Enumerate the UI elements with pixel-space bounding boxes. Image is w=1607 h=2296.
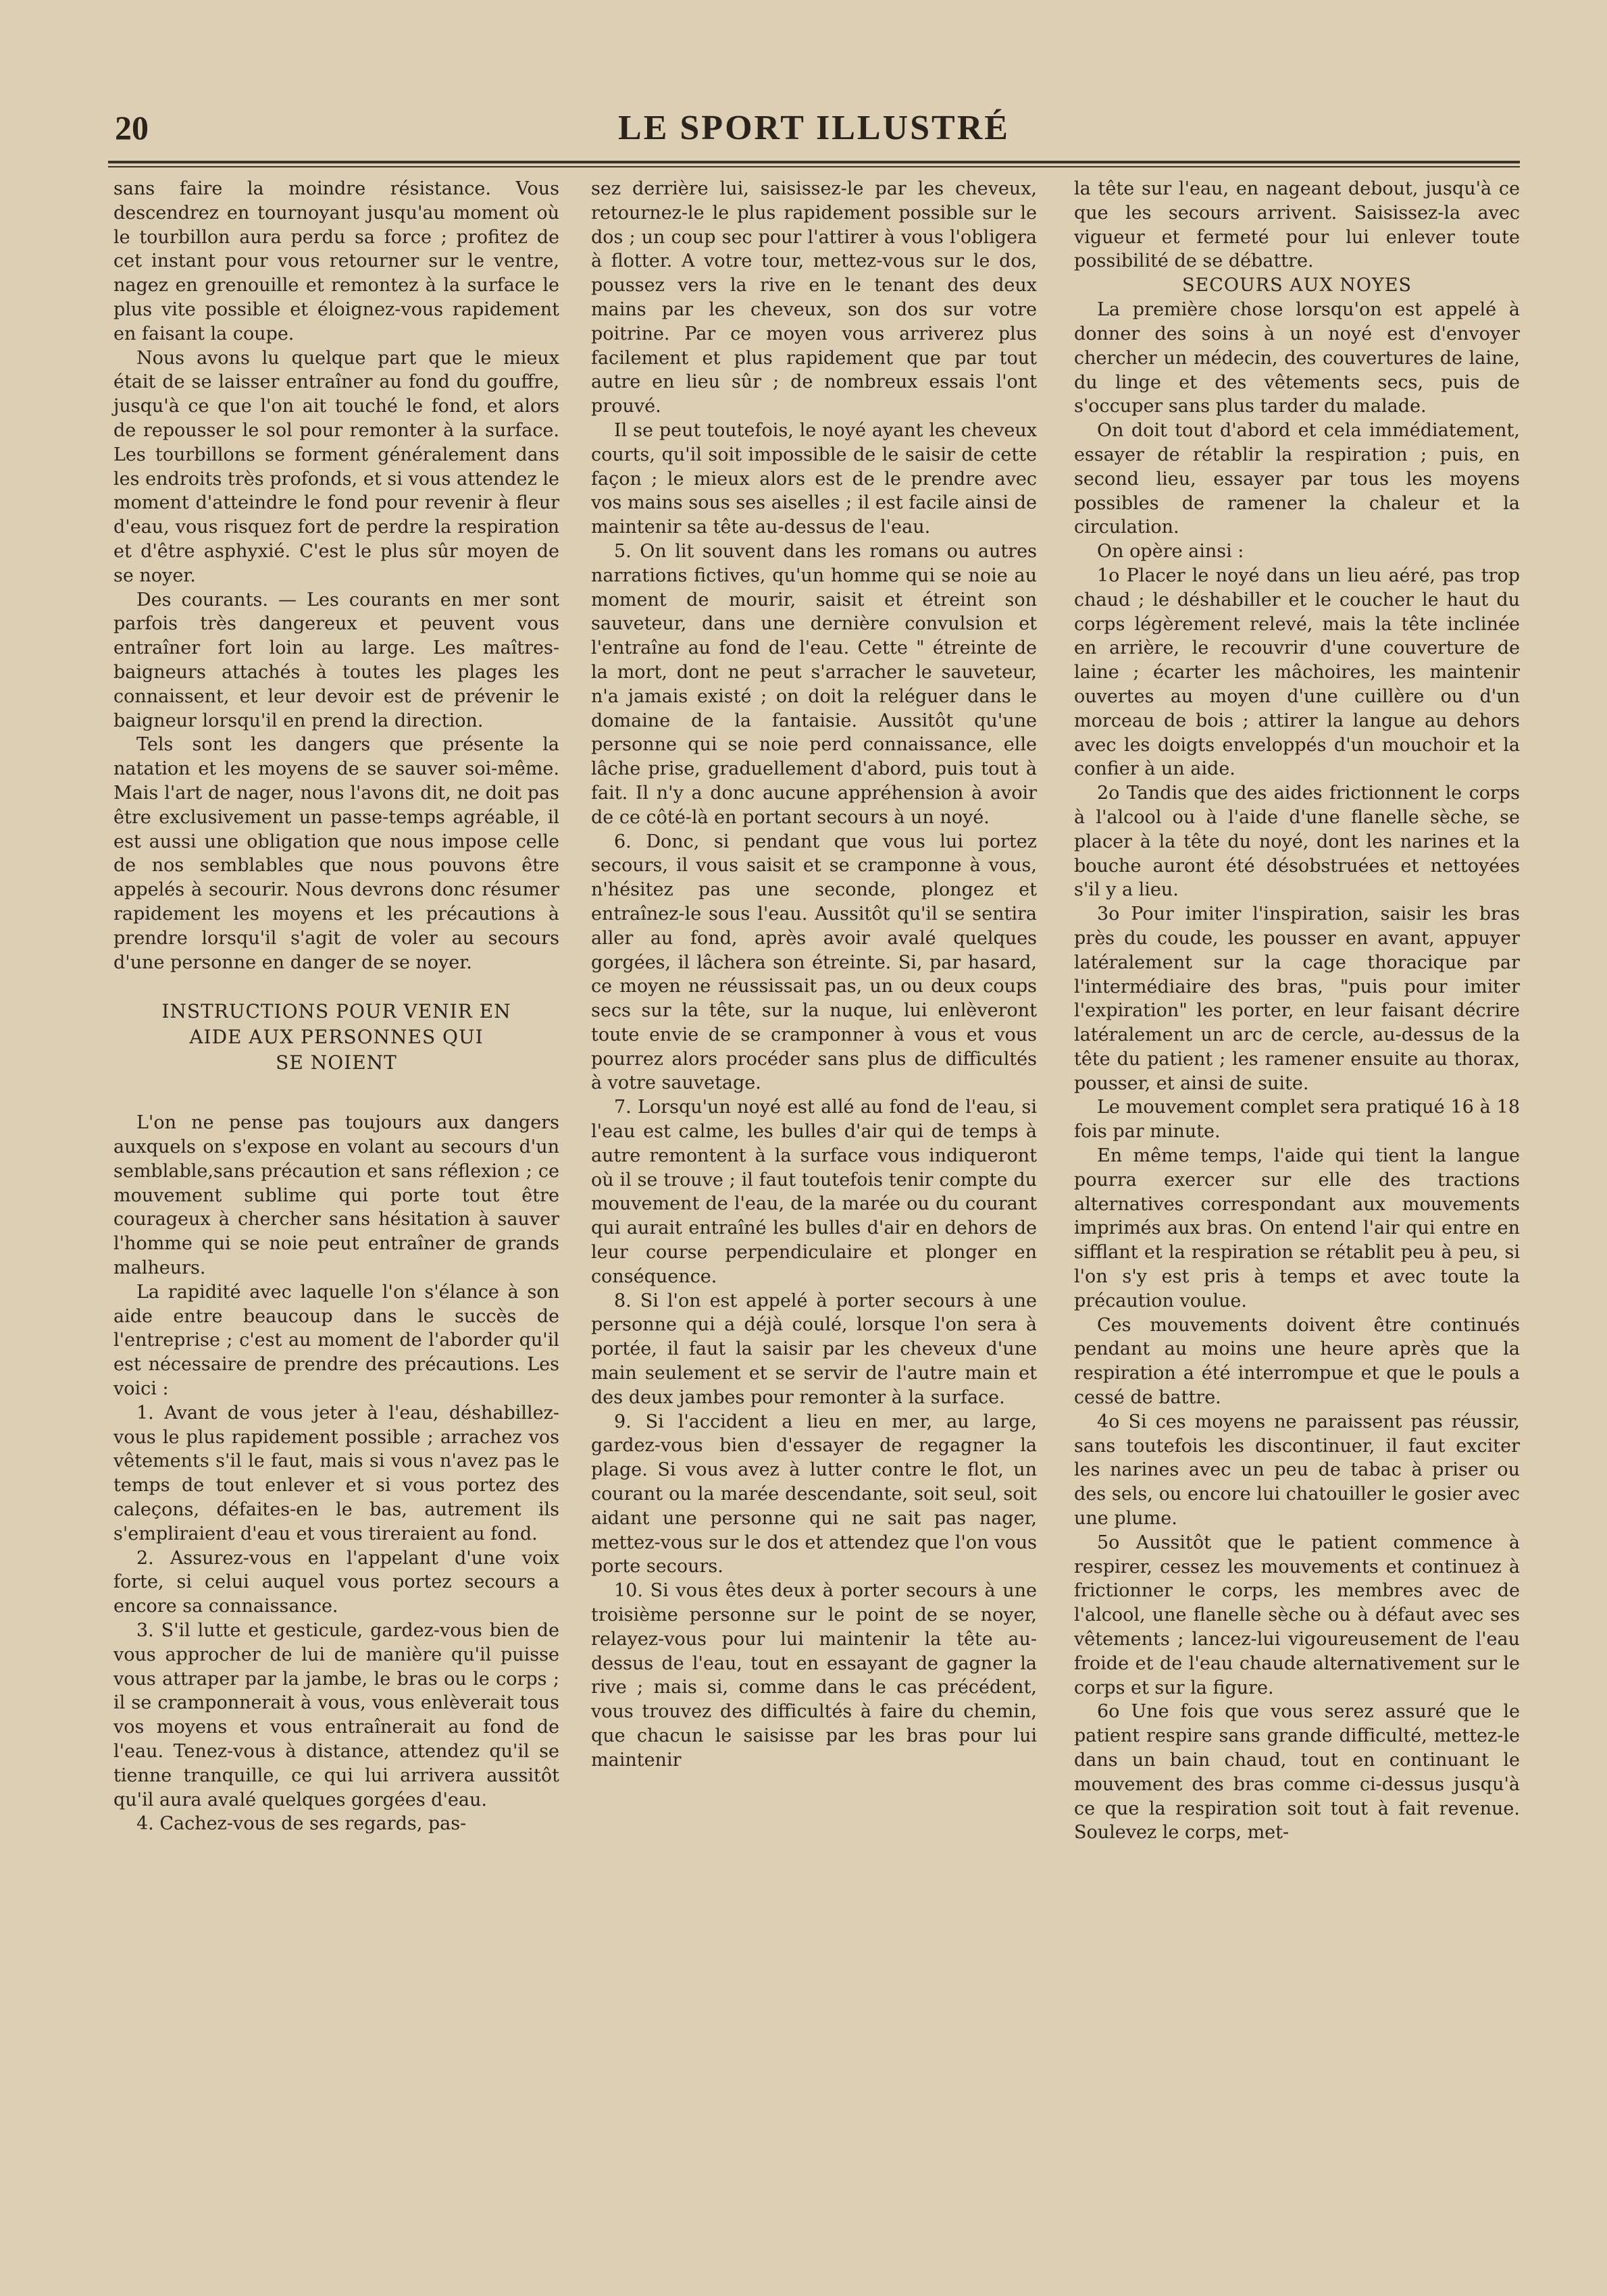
section-heading-instructions bbox=[113, 999, 559, 1076]
paragraph: Le mouvement complet sera pratiqué 16 à 18 fois par minute. bbox=[1074, 1097, 1520, 1143]
section-heading-secours: SECOURS AUX NOYES bbox=[1181, 275, 1412, 296]
paragraph: 3o Pour imiter l'inspiration, saisir les bras près du coude, les pousser en avant, appuyer latéralement sur la cage thoracique par l'intermédiaire des bras, "puis pour imiter l'expiration" les porter, en leur faisant décrire latéralement un arc de cercle, au-dessus de la tête du patient ; les ramener ensuite au thorax, pousser, et ainsi de suite. bbox=[1074, 904, 1520, 1094]
heading-line: SE NOIENT bbox=[276, 1051, 397, 1074]
page-number: 20 bbox=[115, 109, 149, 147]
paragraph: 3. S'il lutte et gesticule, gardez-vous bien de vous approcher de lui de manière qu'il puisse vous attraper par la jambe, le bras ou le corps ; il se cramponnerait à vous, vous enlèverait tous vos moyens et vous entraînerait au fond de l'eau. Tenez-vous à distance, attendez qu'il se tienne tranquille, ce qui lui arrivera aussitôt qu'il aura avalé quelques gorgées d'eau. bbox=[113, 1620, 559, 1810]
paragraph: 1. Avant de vous jeter à l'eau, déshabillez-vous le plus rapidement possible ; arrachez vos vêtements s'il le faut, mais si vous n'avez pas le temps de tout enlever et si vous portez des caleçons, défaites-en le bas, autrement ils s'empliraient d'eau et vous tireraient au fond. bbox=[113, 1402, 559, 1544]
paragraph: 4o Si ces moyens ne paraissent pas réussir, sans toutefois les discontinuer, il faut exciter les narines avec un peu de tabac à priser ou des sels, ou encore lui chatouiller le gosier avec une plume. bbox=[1074, 1411, 1520, 1530]
header-rule-thick bbox=[108, 161, 1520, 163]
header-rule-thin bbox=[108, 166, 1520, 167]
paragraph: 6. Donc, si pendant que vous lui portez secours, il vous saisit et se cramponne à vous, n'hésitez pas une seconde, plongez et entraînez-le sous l'eau. Aussitôt qu'il se sentira aller au fond, après avoir avalé quelques gorgées, il lâchera son étreinte. Si, par hasard, ce moyen ne réussissait pas, un ou deux coups secs sur la tête, sur la nuque, lui enlèveront toute envie de se cramponner à vous et vous pourrez alors procéder sans plus de difficultés à votre sauvetage. bbox=[591, 831, 1037, 1094]
paragraph: Nous avons lu quelque part que le mieux était de se laisser entraîner au fond du gouffre, jusqu'à ce que l'on ait touché le fond, et alors de repousser le sol pour remonter à la surface. Les tourbillons se forment généralement dans les endroits très profonds, et si vous attendez le moment d'atteindre le fond pour revenir à fleur d'eau, vous risquez fort de perdre la respiration et d'être asphyxié. C'est le plus sûr moyen de se noyer. bbox=[113, 347, 559, 586]
paragraph: L'on ne pense pas toujours aux dangers auxquels on s'expose en volant au secours d'un semblable,sans précaution et sans réflexion ; ce mouvement sublime qui porte tout être courageux à chercher sans hésitation à sauver l'homme qui se noie peut entraîner de grands malheurs. bbox=[113, 1112, 559, 1279]
paragraph: Il se peut toutefois, le noyé ayant les cheveux courts, qu'il soit impossible de le saisir de cette façon ; le mieux alors est de le prendre avec vos mains sous ses aiselles ; il est facile ainsi de maintenir sa tête au-dessus de l'eau. bbox=[591, 419, 1037, 538]
paragraph: sans faire la moindre résistance. Vous descendrez en tournoyant jusqu'au moment où le tourbillon aura perdu sa force ; profitez de cet instant pour vous retourner sur le ventre, nagez en grenouille et remontez à la surface le plus vite possible et éloignez-vous rapidement en faisant la coupe. bbox=[113, 178, 559, 344]
paragraph: On doit tout d'abord et cela immédiatement, essayer de rétablir la respiration ; puis, en second lieu, essayer par tous les moyens possibles de ramener la chaleur et la circulation. bbox=[1074, 420, 1520, 538]
heading-line: INSTRUCTIONS POUR VENIR EN bbox=[161, 1000, 511, 1023]
paragraph: On opère ainsi : bbox=[1097, 541, 1244, 563]
paragraph: 4. Cachez-vous de ses regards, pas- bbox=[136, 1813, 467, 1835]
paragraph: 8. Si l'on est appelé à porter secours à une personne qui a déjà coulé, lorsque l'on sera à portée, il faut la saisir par les cheveux d'une main seulement et se servir de l'autre main et des deux jambes pour remonter à la surface. bbox=[591, 1290, 1037, 1408]
paragraph: 9. Si l'accident a lieu en mer, au large, gardez-vous bien d'essayer de regagner la plage. Si vous avez à lutter contre le flot, un courant ou la marée descendante, soit seul, soit aidant une personne qui ne sait pas nager, mettez-vous sur le dos et attendez que l'on vous porte secours. bbox=[591, 1411, 1037, 1577]
column-2 bbox=[591, 177, 1037, 1773]
paragraph: 6o Une fois que vous serez assuré que le patient respire sans grande difficulté, mettez-le dans un bain chaud, tout en continuant le mouvement des bras comme ci-dessus jusqu'à ce que la respiration soit tout à fait revenue. Soulevez le corps, met- bbox=[1074, 1701, 1520, 1844]
paragraph: La rapidité avec laquelle l'on s'élance à son aide entre beaucoup dans le succès de l'entreprise ; c'est au moment de l'aborder qu'il est nécessaire de prendre des précautions. Les voici : bbox=[113, 1281, 559, 1400]
paragraph: 5o Aussitôt que le patient commence à respirer, cessez les mouvements et continuez à frictionner le corps, les membres avec de l'alcool, une flanelle sèche ou à défaut avec ses vêtements ; lancez-lui vigoureusement de l'eau froide et de l'eau chaude alternativement sur le corps et sur la figure. bbox=[1074, 1532, 1520, 1698]
paragraph: Des courants. — Les courants en mer sont parfois très dangereux et peuvent vous entraîner fort loin au large. Les maîtres-baigneurs attachés à toutes les plages les connaissent, et leur devoir est de prévenir le baigneur lorsqu'il en prend la direction. bbox=[113, 589, 559, 731]
heading-line: AIDE AUX PERSONNES QUI bbox=[189, 1026, 484, 1049]
paragraph: 2o Tandis que des aides frictionnent le corps à l'alcool ou à l'aide d'une flanelle sèche, se placer à la tête du noyé, dont les narines et la bouche auront été désobstruées et nettoyées s'il y a lieu. bbox=[1074, 783, 1520, 901]
paragraph: Ces mouvements doivent être continués pendant au moins une heure après que la respiration a été interrompue et que le pouls a cessé de battre. bbox=[1074, 1314, 1520, 1409]
column-1 bbox=[113, 177, 559, 1836]
paragraph: Tels sont les dangers que présente la natation et les moyens de se sauver soi-même. Mais l'art de nager, nous l'avons dit, ne doit pas être exclusivement un passe-temps agréable, il est aussi une obligation que nous impose celle de nos semblables que nous pouvons être appelés à secourir. Nous devrons donc résumer rapidement les moyens et les précautions à prendre lorsqu'il s'agit de voler au secours d'une personne en danger de se noyer. bbox=[113, 734, 559, 973]
page-header bbox=[108, 108, 1520, 162]
paragraph: la tête sur l'eau, en nageant debout, jusqu'à ce que les secours arrivent. Saisissez-la avec vigueur et fermeté pour lui enlever toute possibilité de se débattre. bbox=[1074, 178, 1520, 272]
paragraph: 2. Assurez-vous en l'appelant d'une voix forte, si celui auquel vous portez secours a encore sa connaissance. bbox=[113, 1547, 559, 1617]
paragraph: 10. Si vous êtes deux à porter secours à une troisième personne sur le point de se noyer, relayez-vous pour lui maintenir la tête au-dessus de l'eau, tout en essayant de gagner la rive ; mais si, comme dans le cas précédent, vous trouvez des difficultés à faire du chemin, que chacun le saisisse par les bras pour lui maintenir bbox=[591, 1580, 1037, 1771]
paragraph: 1o Placer le noyé dans un lieu aéré, pas trop chaud ; le déshabiller et le coucher le haut du corps légèrement relevé, mais la tête inclinée en arrière, le recouvrir d'une couverture de laine ; écarter les mâchoires, les maintenir ouvertes au moyen d'une cuillère ou d'un morceau de bois ; attirer la langue au dehors avec les doigts enveloppés d'un mouchoir et la confier à un aide. bbox=[1074, 565, 1520, 780]
journal-title: LE SPORT ILLUSTRÉ bbox=[618, 109, 1010, 147]
column-3 bbox=[1074, 177, 1520, 1845]
paragraph: 5. On lit souvent dans les romans ou autres narrations fictives, qu'un homme qui se noie au moment de mourir, saisit et étreint son sauveteur, dans une dernière convulsion et l'entraîne au fond de l'eau. Cette " étreinte de la mort, dont ne peut s'arracher le sauveteur, n'a jamais existé ; on doit la reléguer dans le domaine de la fantaisie. Aussitôt qu'une personne qui se noie perd connaissance, elle lâche prise, graduellement d'abord, puis tout à fait. Il n'y a donc aucune appréhension à avoir de ce côté-là en portant secours à un noyé. bbox=[591, 540, 1037, 828]
paragraph: En même temps, l'aide qui tient la langue pourra exercer sur elle des tractions alternatives correspondant aux mouvements imprimés aux bras. On entend l'air qui entre en sifflant et la respiration se rétablit peu à peu, si l'on s'y est pris à temps et avec toute la précaution voulue. bbox=[1074, 1145, 1520, 1311]
paragraph: 7. Lorsqu'un noyé est allé au fond de l'eau, si l'eau est calme, les bulles d'air qui de temps à autre remontent à la surface vous indiqueront où il se trouve ; il faut toutefois tenir compte du mouvement de l'eau, de la marée ou du courant qui aurait entraîné les bulles d'air en dehors de leur course perpendiculaire et plonger en conséquence. bbox=[591, 1097, 1037, 1287]
paragraph: sez derrière lui, saisissez-le par les cheveux, retournez-le le plus rapidement possible sur le dos ; un coup sec pour l'attirer à vous l'obligera à flotter. A votre tour, mettez-vous sur le dos, poussez vers la rive en le tenant des deux mains par les cheveux, son dos sur votre poitrine. Par ce moyen vous arriverez plus facilement et plus rapidement que par tout autre en lieu sûr ; de nombreux essais l'ont prouvé. bbox=[591, 178, 1037, 417]
paragraph: La première chose lorsqu'on est appelé à donner des soins à un noyé est d'envoyer chercher un médecin, des couvertures de laine, du linge et des vêtements secs, puis de s'occuper sans plus tarder du malade. bbox=[1074, 299, 1520, 417]
